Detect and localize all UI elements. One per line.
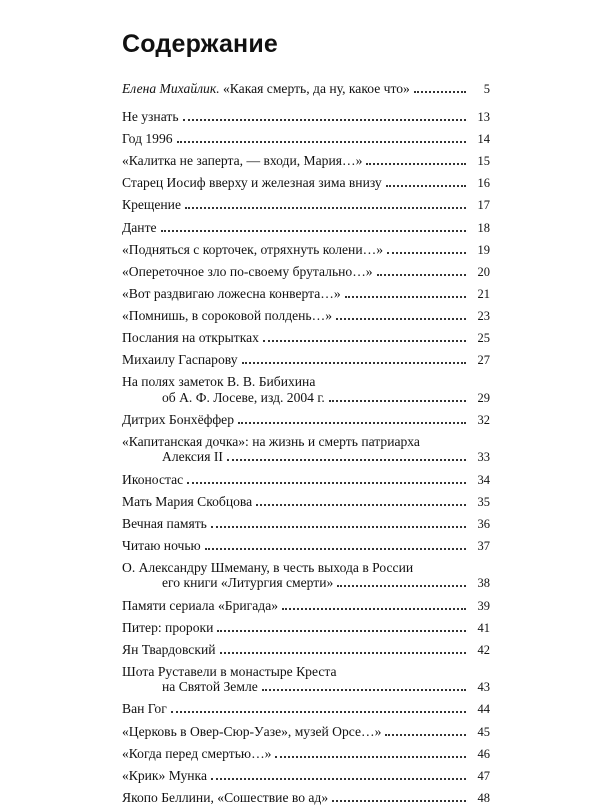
page-number: 13	[477, 110, 490, 124]
toc-entry	[122, 745, 490, 763]
page-number: 32	[477, 412, 490, 427]
toc-entry	[122, 537, 490, 555]
entry-title: «Крик» Мунка	[122, 767, 207, 783]
page-number: 20	[477, 264, 490, 279]
page-number: 42	[477, 642, 490, 657]
entry-title: Питер: пророки	[122, 619, 214, 635]
toc-entry	[122, 152, 490, 170]
dot-leader	[262, 689, 466, 691]
toc-entry	[122, 597, 490, 615]
toc-line	[122, 493, 490, 511]
entry-title: Алексия II	[162, 449, 223, 465]
entry-title: Не узнать	[122, 109, 179, 124]
page-number: 27	[477, 353, 490, 368]
dot-leader	[275, 756, 466, 758]
toc-entry	[122, 471, 490, 489]
page-number: 21	[477, 286, 490, 301]
page-number: 44	[477, 702, 490, 717]
dot-leader	[377, 274, 466, 276]
page-number: 37	[477, 538, 490, 553]
entry-title: Якопо Беллини, «Сошествие во ад»	[122, 789, 329, 805]
toc-entry	[122, 411, 490, 429]
toc-line	[122, 285, 490, 303]
dot-leader	[227, 459, 466, 461]
toc-line	[122, 789, 490, 807]
dot-leader	[185, 207, 466, 209]
dot-leader	[217, 630, 466, 632]
page-title: Содержание	[122, 30, 279, 58]
toc-entry	[122, 493, 490, 511]
toc-line	[122, 219, 490, 237]
entry-title: его книги «Литургия смерти»	[162, 575, 334, 591]
entry-title: на Святой Земле	[162, 679, 258, 695]
dot-leader	[386, 185, 466, 187]
toc-entry	[122, 433, 490, 467]
page-number: 35	[477, 494, 490, 509]
entry-title: «Калитка не заперта, — входи, Мария…»	[122, 153, 363, 169]
page-number: 48	[477, 790, 490, 805]
dot-leader	[263, 340, 466, 342]
page-number: 45	[477, 724, 490, 739]
page-number: 16	[477, 176, 490, 191]
toc-line	[122, 130, 490, 148]
entry-title: Памяти сериала «Бригада»	[122, 597, 279, 613]
entry-title: Старец Иосиф вверху и железная зима внизу	[122, 175, 382, 191]
page-number: 41	[477, 620, 490, 635]
toc-entry	[122, 767, 490, 785]
toc-line	[122, 515, 490, 533]
toc-entry	[122, 559, 490, 593]
entry-title-line: «Капитанская дочка»: на жизнь и смерть патриарха	[122, 433, 420, 449]
dot-leader	[187, 482, 466, 484]
toc-line	[122, 152, 490, 170]
toc-entry	[122, 351, 490, 369]
dot-leader	[177, 141, 466, 143]
toc-line	[122, 307, 490, 325]
toc-entry	[122, 108, 490, 126]
toc-entry	[122, 285, 490, 303]
toc-entry	[122, 241, 490, 259]
toc-entry	[122, 130, 490, 148]
epigraph-author: Елена Михайлик.	[122, 81, 220, 96]
entry-title-line: На полях заметок В. В. Бибихина	[122, 374, 316, 390]
toc-line	[122, 767, 490, 785]
toc-line	[122, 619, 490, 637]
epigraph-title: «Какая смерть, да ну, какое что»	[223, 81, 410, 96]
entry-title: Иконостас	[122, 471, 184, 487]
page-number: 39	[477, 598, 490, 613]
dot-leader	[220, 652, 467, 654]
toc-entry	[122, 307, 490, 325]
dot-leader	[387, 252, 466, 254]
entry-title: Вечная память	[122, 515, 207, 531]
toc-entry	[122, 219, 490, 237]
toc-entry	[122, 641, 490, 659]
entry-title: об А. Ф. Лосеве, изд. 2004 г.	[162, 389, 325, 405]
page-number: 46	[477, 746, 490, 761]
dot-leader	[238, 422, 466, 424]
dot-leader	[242, 362, 466, 364]
toc-entry	[122, 196, 490, 214]
entry-title: Мать Мария Скобцова	[122, 493, 253, 509]
toc-entry	[122, 789, 490, 807]
toc-line	[122, 471, 490, 489]
entry-title	[122, 80, 410, 97]
toc-line	[122, 678, 490, 696]
epigraph-entry	[122, 80, 490, 98]
toc-entry	[122, 373, 490, 407]
toc-line	[122, 597, 490, 615]
entry-title: «Церковь в Овер-Сюр-Уазе», музей Орсе…»	[122, 723, 382, 739]
dot-leader	[211, 778, 466, 780]
toc-line	[122, 263, 490, 281]
toc-entry	[122, 515, 490, 533]
toc-line	[122, 241, 490, 259]
toc-line	[122, 389, 490, 407]
dot-leader	[282, 608, 466, 610]
entry-title: Михаилу Гаспарову	[122, 352, 238, 368]
page-number: 36	[477, 516, 490, 531]
toc-entry	[122, 263, 490, 281]
toc-line	[122, 108, 490, 126]
toc-entry	[122, 174, 490, 192]
entry-title: «Опереточное зло по-своему брутально…»	[122, 263, 373, 279]
page-number: 19	[477, 242, 490, 257]
page-number: 15	[477, 154, 490, 169]
dot-leader	[366, 163, 466, 165]
dot-leader	[385, 734, 466, 736]
toc-line	[122, 80, 490, 98]
toc-line	[122, 411, 490, 429]
toc-line	[122, 641, 490, 659]
page-number: 47	[477, 768, 490, 783]
toc-line	[122, 745, 490, 763]
toc-entry	[122, 619, 490, 637]
toc-entry	[122, 723, 490, 741]
dot-leader	[337, 585, 466, 587]
page-number: 25	[477, 331, 490, 345]
entry-title: Ван Гог	[122, 701, 167, 717]
page-number: 18	[477, 220, 490, 235]
page-number: 43	[477, 680, 490, 695]
toc-line	[122, 448, 490, 466]
toc-line	[122, 196, 490, 214]
dot-leader	[205, 548, 466, 550]
dot-leader	[161, 230, 466, 232]
toc-entry	[122, 700, 490, 718]
page-number: 33	[477, 450, 490, 465]
entry-title: Год 1996	[122, 131, 173, 147]
entry-title: Ян Твардовский	[122, 641, 216, 657]
dot-leader	[211, 526, 466, 528]
toc-line	[122, 700, 490, 718]
dot-leader	[256, 504, 466, 506]
dot-leader	[183, 119, 466, 121]
page-number: 17	[477, 198, 490, 213]
dot-leader	[332, 800, 466, 802]
entry-title-line: О. Александру Шмеману, в честь выхода в России	[122, 559, 414, 575]
entry-title: Крещение	[122, 197, 181, 213]
dot-leader	[171, 711, 466, 713]
toc-line	[122, 574, 490, 592]
dot-leader	[336, 318, 466, 320]
page-number: 5	[483, 82, 490, 96]
toc-line	[122, 537, 490, 555]
entry-title: «Подняться с корточек, отряхнуть колени…»	[122, 241, 383, 257]
dot-leader	[345, 296, 466, 298]
toc-entry	[122, 329, 490, 347]
toc-line	[122, 723, 490, 741]
entry-title: Послания на открытках	[122, 330, 259, 345]
entry-title: «Вот раздвигаю ложесна конверта…»	[122, 285, 341, 301]
toc-line	[122, 329, 490, 347]
entry-title: Дитрих Бонхёффер	[122, 411, 234, 427]
page-number: 29	[477, 390, 490, 405]
toc-line	[122, 351, 490, 369]
entry-title: Данте	[122, 219, 157, 235]
page-number: 23	[477, 308, 490, 323]
entry-title: «Помнишь, в сороковой полдень…»	[122, 307, 333, 323]
page-number: 34	[477, 472, 490, 487]
toc-line	[122, 174, 490, 192]
page-number: 38	[477, 576, 490, 591]
dot-leader	[329, 400, 466, 402]
entry-title: «Когда перед смертью…»	[122, 745, 272, 761]
entry-title-line: Шота Руставели в монастыре Креста	[122, 663, 337, 679]
toc-entry	[122, 663, 490, 697]
dot-leader	[414, 91, 466, 93]
entry-title: Читаю ночью	[122, 537, 201, 553]
page-number: 14	[477, 132, 490, 147]
